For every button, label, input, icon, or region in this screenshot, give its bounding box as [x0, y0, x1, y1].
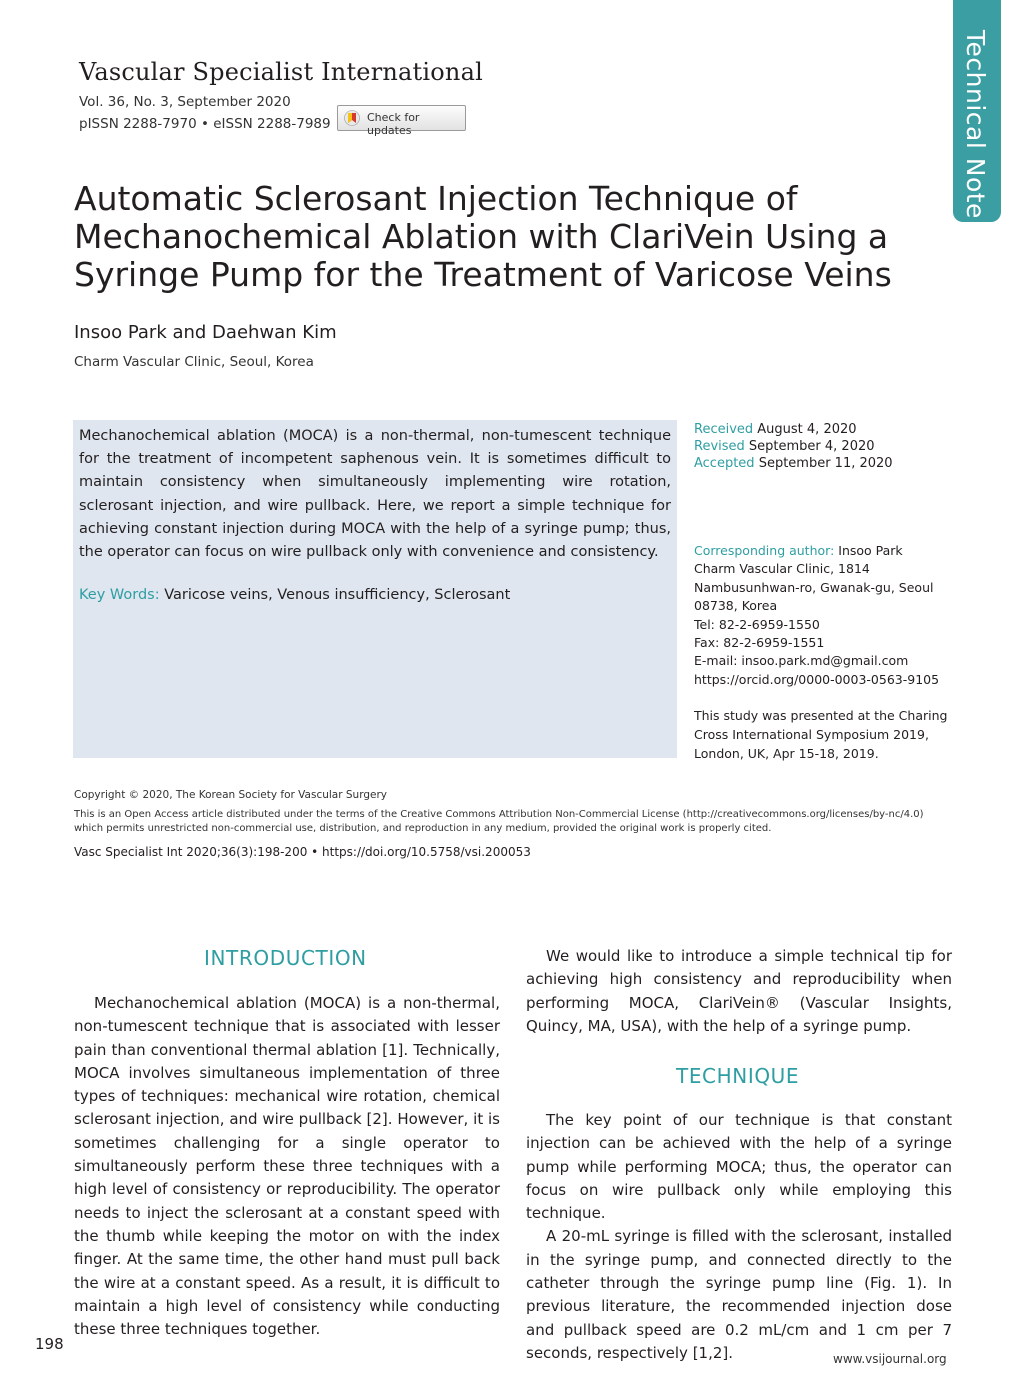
introduction-continued [526, 945, 952, 1038]
keywords-label: Key Words: [79, 587, 160, 603]
introduction-paragraph: Mechanochemical ablation (MOCA) is a non-thermal, non-tumescent technique that is associated with lesser pain than conventional thermal ablation [1]. Technically, MOCA involves simultaneous implementation of three types of techniques: mechanical wire rotation, chemical sclerosant injection, and wire pullback [2]. However, it is sometimes challenging for a single operator to simultaneously perform these three techniques with a high level of consistency or reproducibility. The operator needs to inject the sclerosant at a constant speed with the thumb while keeping the motor on with the index finger. At the same time, the other hand must pull back the wire at a constant speed. As a result, it is difficult to maintain a high level of consistency while conducting these three techniques together. [74, 994, 500, 1339]
technique-heading: TECHNIQUE [676, 1064, 800, 1088]
abstract-box [73, 420, 677, 758]
corresponding-orcid-link[interactable]: https://orcid.org/0000-0003-0563-9105 [694, 671, 940, 687]
corresponding-author [694, 542, 939, 689]
article-type-label: Technical Note [961, 30, 990, 219]
article-type-tab [953, 0, 1001, 222]
volume-info: Vol. 36, No. 3, September 2020 [79, 94, 291, 110]
copyright-line: Copyright © 2020, The Korean Society for Vascular Surgery [74, 789, 388, 801]
revised-value: September 4, 2020 [744, 439, 875, 454]
accepted-value: September 11, 2020 [754, 456, 893, 471]
technique-paragraph: The key point of our technique is that constant injection can be achieved with the help of a syringe pump while performing MOCA; thus, the operator can focus on wire pullback only while employing this technique. [526, 1111, 952, 1223]
corresponding-label: Corresponding author: [694, 543, 835, 558]
corresponding-tel: Tel: 82-2-6959-1550 [694, 616, 820, 632]
revised-label: Revised [694, 439, 745, 454]
technique-paragraph: A 20-mL syringe is filled with the sclerosant, installed in the syringe pump, and connected directly to the catheter through the syringe pump line (Fig. 1). In previous literature, the recommended injection dose and pullback speed are 0.2 mL/cm and 1 cm per 7 seconds, respectively [1,2]. [526, 1227, 952, 1362]
keywords [79, 587, 510, 603]
corresponding-name: Insoo Park [834, 543, 903, 558]
check-for-updates-label: Check for updates [367, 111, 420, 137]
affiliation: Charm Vascular Clinic, Seoul, Korea [74, 354, 314, 370]
received-label: Received [694, 422, 754, 437]
abstract-text: Mechanochemical ablation (MOCA) is a non-thermal, non-tumescent technique for the treatment of incompetent saphenous vein. It is sometimes difficult to maintain consistency when simultaneously implementing wire rotation, sclerosant injection, and wire pullback. Here, we report a simple technique for achieving constant injection during MOCA with the help of a syringe pump; thus, the operator can focus on wire pullback only with convenience and consistency. [79, 428, 671, 561]
introduction-heading: INTRODUCTION [204, 946, 367, 970]
corresponding-line: Nambusunhwan-ro, Gwanak-gu, Seoul [694, 579, 934, 595]
license-text: This is an Open Access article distributed under the terms of the Creative Commons Attribution Non-Commercial License (http://creativecommons.org/licenses/by-nc/4.0) which permits unrestricted non-commercial use, distribution, and reproduction in any medium, provided the original work is properly cited. [74, 809, 924, 834]
issn-info: pISSN 2288-7970 • eISSN 2288-7989 [79, 116, 331, 132]
introduction-paragraph-2: We would like to introduce a simple technical tip for achieving high consistency and reproducibility when performing MOCA, ClariVein® (Vascular Insights, Quincy, MA, USA), with the help of a syringe pump. [526, 947, 952, 1035]
received-date [694, 421, 893, 438]
presentation-note: This study was presented at the Charing Cross International Symposium 2019, London, UK, Apr 15-18, 2019. [694, 708, 948, 761]
citation-line: Vasc Specialist Int 2020;36(3):198-200 • https://doi.org/10.5758/vsi.200053 [74, 845, 531, 859]
corresponding-line: Charm Vascular Clinic, 1814 [694, 561, 870, 577]
journal-website-link[interactable]: www.vsijournal.org [833, 1352, 947, 1366]
corresponding-email[interactable]: E-mail: insoo.park.md@gmail.com [694, 653, 909, 669]
accepted-date [694, 455, 893, 472]
corresponding-author-name [694, 542, 939, 560]
corresponding-line: 08738, Korea [694, 598, 778, 614]
article-dates [694, 421, 893, 472]
revised-date [694, 438, 893, 455]
received-value: August 4, 2020 [753, 422, 857, 437]
crossmark-icon [344, 110, 360, 126]
check-for-updates-button[interactable] [337, 105, 466, 137]
technique-body [526, 1109, 952, 1365]
accepted-label: Accepted [694, 456, 755, 471]
keywords-list: Varicose veins, Venous insufficiency, Sclerosant [159, 587, 511, 603]
page-number: 198 [35, 1335, 64, 1353]
journal-name: Vascular Specialist International [79, 58, 483, 86]
corresponding-fax: Fax: 82-2-6959-1551 [694, 635, 825, 651]
introduction-body [74, 992, 500, 1341]
article-title: Automatic Sclerosant Injection Technique of Mechanochemical Ablation with ClariVein Using a Syringe Pump for the Treatment of Varicose Veins [74, 179, 892, 294]
authors: Insoo Park and Daehwan Kim [74, 322, 337, 343]
